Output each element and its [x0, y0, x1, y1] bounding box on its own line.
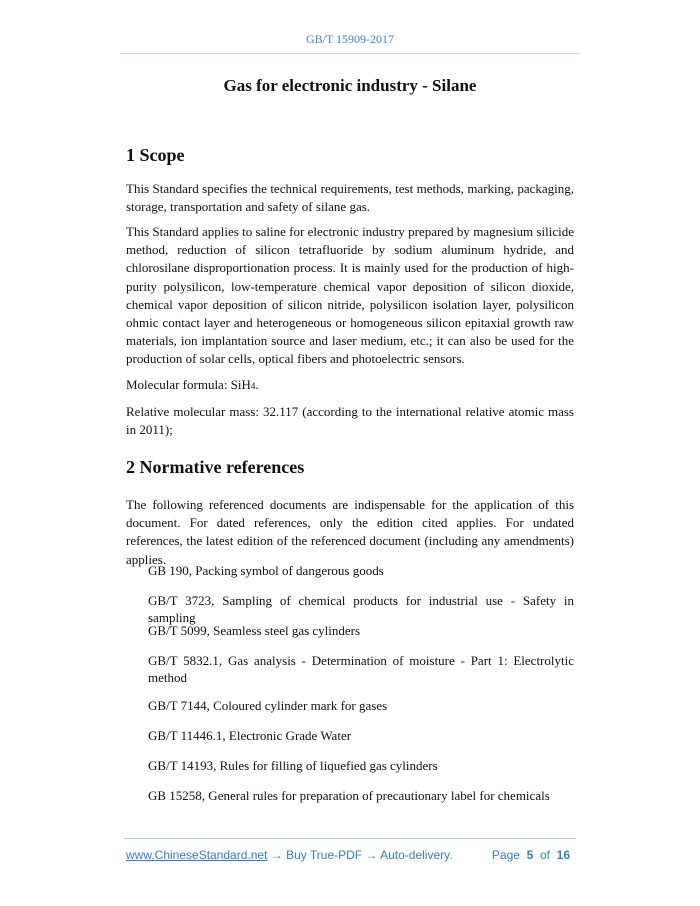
page-footer	[126, 848, 570, 862]
paragraph: This Standard specifies the technical requirements, test methods, marking, packaging, storage, transportation and safety of silane gas.	[126, 181, 574, 215]
page-header: GB/T 15909-2017	[305, 32, 395, 46]
paragraph: The following referenced documents are indispensable for the application of this document. For dated references, only the edition cited applies. For undated references, the latest edition of the referenced document (including any amendments) applies.	[126, 497, 574, 567]
section-heading-scope: 1 Scope	[126, 145, 185, 165]
page-label: Page	[491, 848, 520, 862]
formula-prefix: Molecular formula: SiH	[126, 377, 251, 392]
footer-divider	[124, 838, 576, 839]
reference-item: GB 190, Packing symbol of dangerous goods	[148, 563, 384, 578]
reference-item: GB 15258, General rules for preparation of precautionary label for chemicals	[148, 788, 550, 803]
reference-item: GB/T 7144, Coloured cylinder mark for gases	[148, 698, 388, 713]
paragraph: This Standard applies to saline for electronic industry prepared by magnesium silicide method, reduction of silicon tetrafluoride by sodium aluminum hydride, and chlorosilane disproportionation process. It is mainly used for the production of high-purity polysilicon, low-temperature chemical vapor deposition of silicon dioxide, chemical vapor deposition of silicon nitride, polysilicon isolation layer, polysilicon ohmic contact layer and heterogeneous or homogeneous silicon epitaxial growth raw materials, ion implantation source and laser medium, etc.; it can also be used for the production of solar cells, optical fibers and photoelectric sensors.	[126, 224, 574, 367]
reference-item: GB/T 11446.1, Electronic Grade Water	[148, 728, 352, 743]
of-label: of	[539, 848, 550, 862]
current-page: 5	[526, 848, 534, 862]
reference-item: GB/T 5832.1, Gas analysis - Determination of moisture - Part 1: Electrolytic method	[148, 653, 574, 685]
formula-suffix: .	[255, 377, 259, 392]
footer-text: → Buy True-PDF → Auto-delivery.	[267, 848, 453, 862]
reference-item: GB/T 3723, Sampling of chemical products for industrial use - Safety in sampling	[148, 593, 574, 625]
formula-subscript: 4	[250, 381, 256, 391]
reference-item: GB/T 5099, Seamless steel gas cylinders	[148, 623, 361, 638]
paragraph: Relative molecular mass: 32.117 (according to the international relative atomic mass in 2011);	[126, 404, 574, 438]
page-number	[492, 848, 570, 862]
document-title: Gas for electronic industry - Silane	[223, 76, 477, 95]
molecular-formula	[126, 376, 574, 395]
total-pages: 16	[556, 848, 570, 862]
section-heading-normative: 2 Normative references	[126, 457, 305, 477]
website-link[interactable]: www.ChineseStandard.net	[126, 848, 268, 862]
reference-item: GB/T 14193, Rules for filling of liquefied gas cylinders	[148, 758, 438, 773]
header-divider	[120, 53, 580, 54]
